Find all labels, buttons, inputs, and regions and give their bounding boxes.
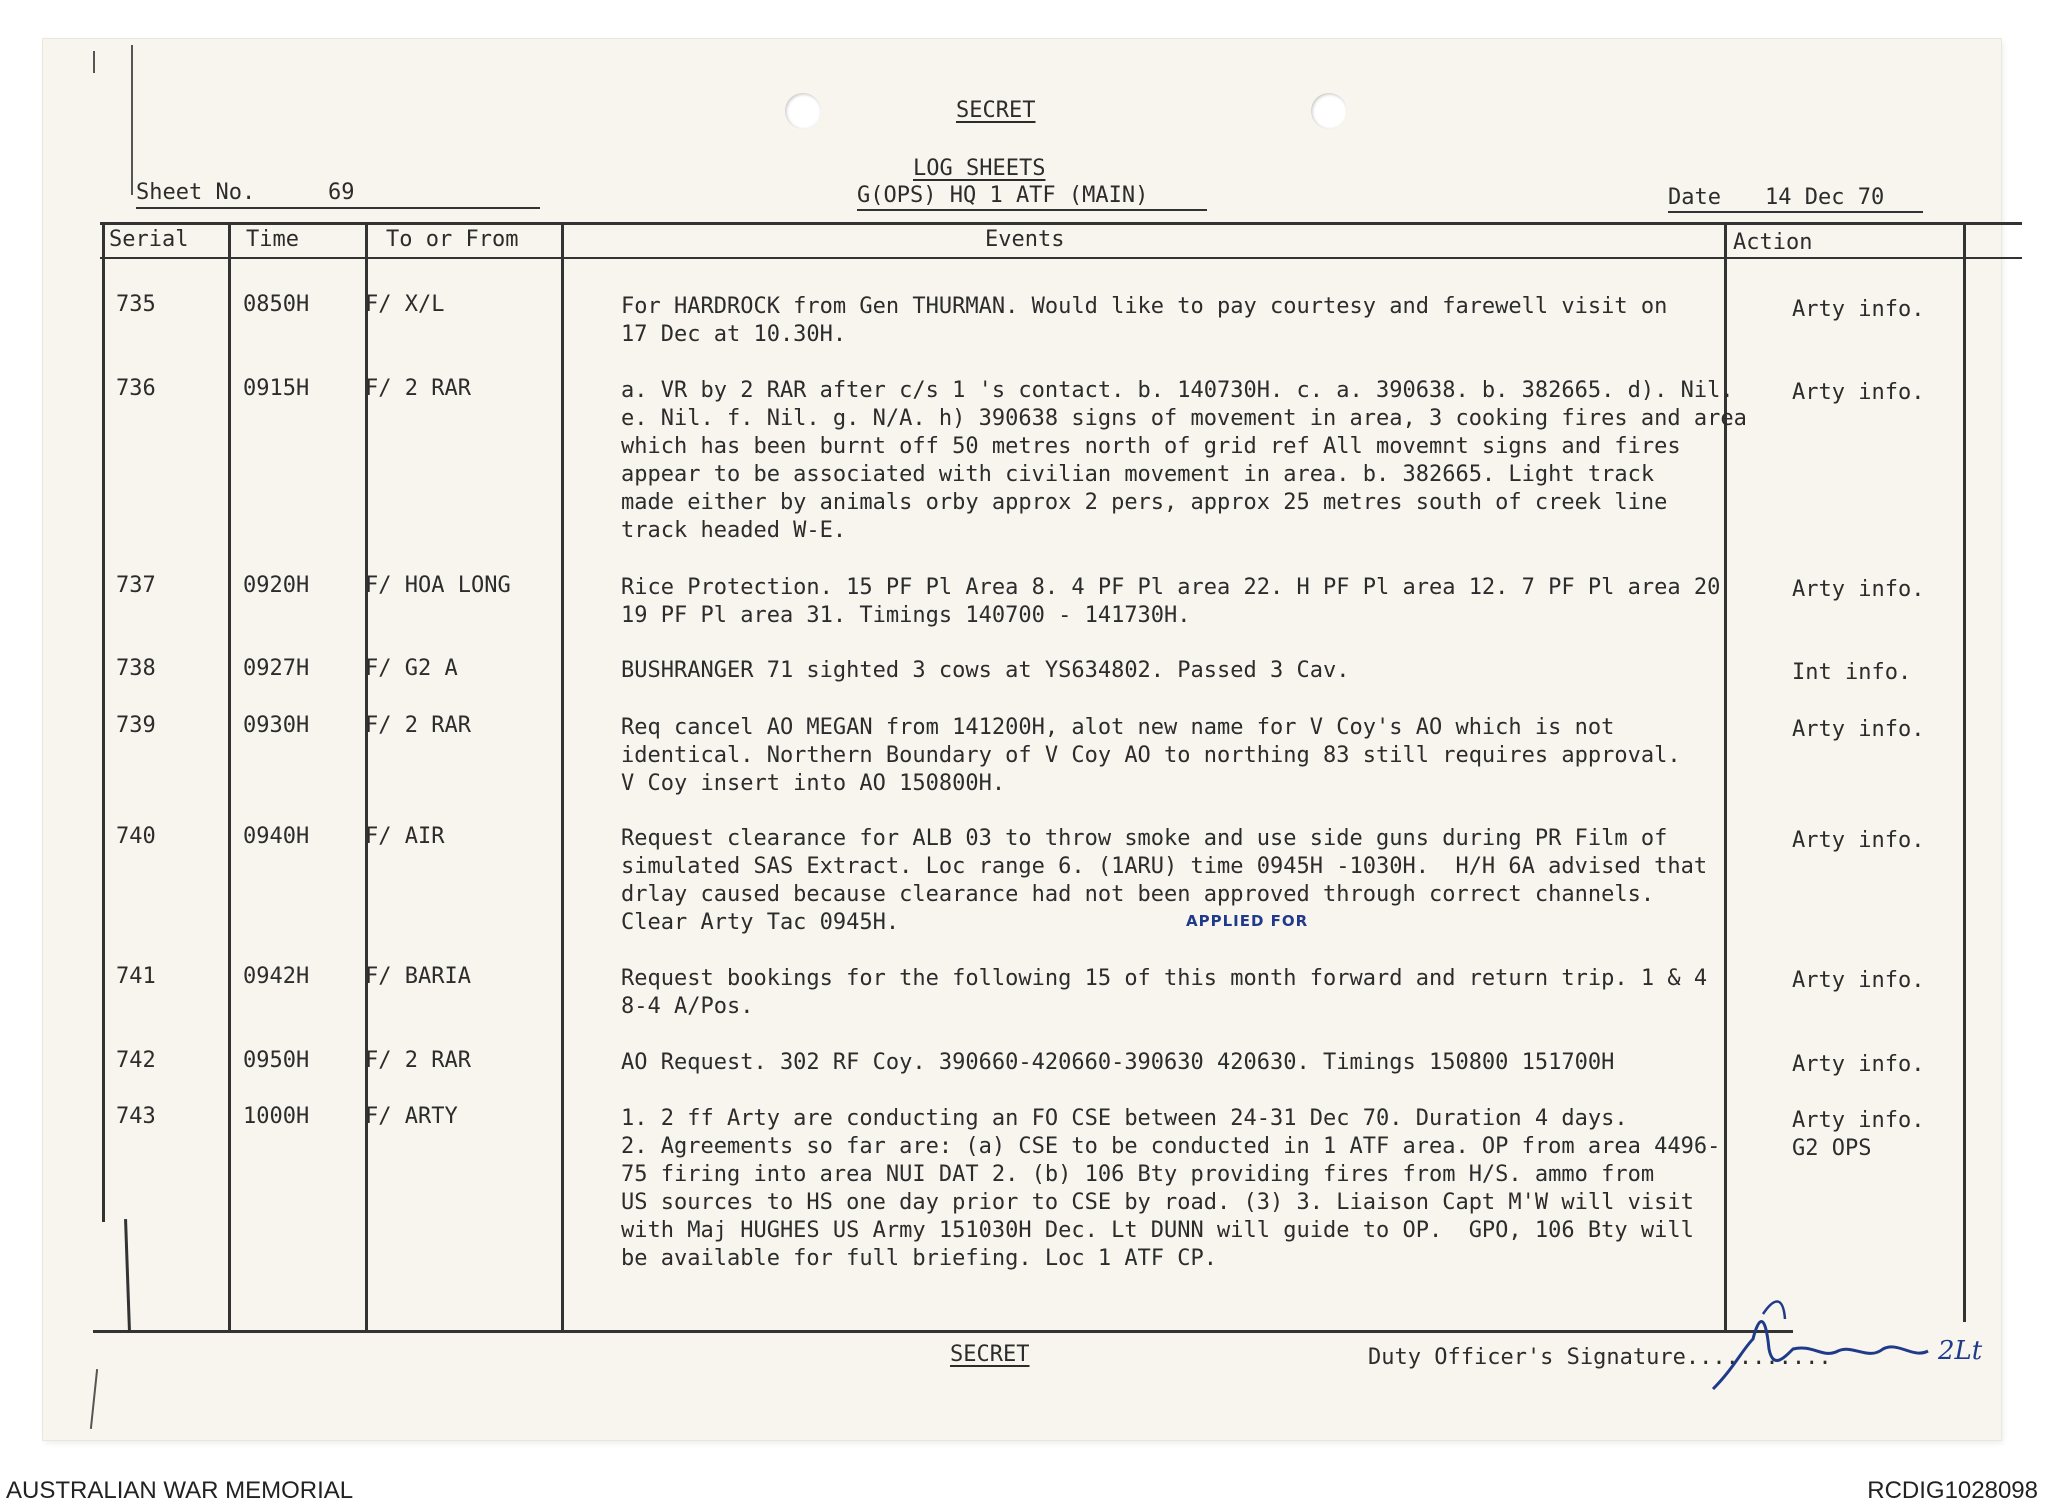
row-serial: 739 bbox=[116, 713, 156, 738]
row-events: Request clearance for ALB 03 to throw smoke and use side guns during PR Film of simulated SAS Extract. Loc range 6. (1ARU) time 0945H -1030H. H/H 6A advised that drlay caused because clearance had not been approved through correct channels. Clear Arty Tac 0945H. bbox=[621, 826, 1708, 935]
margin-mark bbox=[90, 1369, 98, 1429]
column-divider bbox=[228, 222, 231, 1332]
row-action: Arty info. bbox=[1792, 717, 1925, 742]
classification-bottom: SECRET bbox=[950, 1342, 1030, 1367]
column-header-events: Events bbox=[985, 227, 1065, 252]
row-action: Arty info. bbox=[1792, 828, 1925, 853]
signature-label: Duty Officer's Signature........... bbox=[1368, 1345, 1832, 1370]
column-header-from: To or From bbox=[386, 227, 519, 252]
column-header-serial: Serial bbox=[109, 227, 189, 252]
row-action: Arty info. bbox=[1792, 968, 1925, 993]
column-divider bbox=[124, 1219, 131, 1331]
table-bottom-border bbox=[93, 1330, 1793, 1333]
date-underline bbox=[1668, 211, 1923, 213]
row-time: 0850H bbox=[243, 292, 310, 317]
column-header-action: Action bbox=[1733, 230, 1813, 255]
column-divider bbox=[561, 222, 564, 1332]
margin-mark bbox=[93, 51, 95, 73]
signature-rank: 2Lt bbox=[1938, 1336, 1983, 1366]
row-time: 0927H bbox=[243, 656, 310, 681]
row-from: F/ 2 RAR bbox=[365, 376, 471, 401]
row-time: 0942H bbox=[243, 964, 310, 989]
row-events: a. VR by 2 RAR after c/s 1 's contact. b. 140730H. c. a. 390638. b. 382665. d). Nil. e. Nil. f. Nil. g. N/A. h) 390638 signs of movement in area, 3 cooking fires and area which has been burnt off 50 metres north of grid ref All movemnt signs and fires appear to be associated with civilian movement in area. b. 382665. Light track made either by animals orby approx 2 pers, approx 25 metres south of creek line track headed W-E. bbox=[621, 378, 1747, 543]
row-action: Int info. bbox=[1792, 660, 1912, 685]
row-events: BUSHRANGER 71 sighted 3 cows at YS634802. Passed 3 Cav. bbox=[621, 658, 1350, 683]
row-time: 0930H bbox=[243, 713, 310, 738]
row-events: For HARDROCK from Gen THURMAN. Would like to pay courtesy and farewell visit on 17 Dec at 10.30H. bbox=[621, 294, 1668, 347]
row-events: Req cancel AO MEGAN from 141200H, alot new name for V Coy's AO which is not identical. Northern Boundary of V Coy AO to northing 83 still requires approval. V Coy insert into AO 150800H. bbox=[621, 715, 1681, 796]
classification-top: SECRET bbox=[956, 98, 1036, 123]
row-from: F/ 2 RAR bbox=[365, 713, 471, 738]
sheet-underline bbox=[136, 207, 540, 209]
unit-title: G(OPS) HQ 1 ATF (MAIN) bbox=[857, 183, 1149, 208]
column-divider bbox=[1963, 222, 1966, 1322]
archive-reference: RCDIG1028098 bbox=[1867, 1477, 2038, 1504]
row-action: Arty info. bbox=[1792, 380, 1925, 405]
row-serial: 742 bbox=[116, 1048, 156, 1073]
row-serial: 740 bbox=[116, 824, 156, 849]
row-time: 0915H bbox=[243, 376, 310, 401]
row-from: F/ AIR bbox=[365, 824, 445, 849]
row-action: Arty info. bbox=[1792, 297, 1925, 322]
row-action-secondary: G2 OPS bbox=[1792, 1136, 1872, 1161]
unit-underline bbox=[857, 209, 1207, 211]
date-value: 14 Dec 70 bbox=[1765, 185, 1885, 210]
archive-credit: AUSTRALIAN WAR MEMORIAL bbox=[6, 1477, 354, 1504]
sheet-number: 69 bbox=[328, 180, 355, 205]
sheet-label: Sheet No. bbox=[136, 180, 256, 205]
table-top-border bbox=[100, 222, 2022, 225]
row-serial: 735 bbox=[116, 292, 156, 317]
handwritten-annotation: APPLIED FOR bbox=[1186, 912, 1309, 930]
row-action: Arty info. bbox=[1792, 577, 1925, 602]
row-time: 0950H bbox=[243, 1048, 310, 1073]
row-time: 0940H bbox=[243, 824, 310, 849]
row-action: Arty info. bbox=[1792, 1052, 1925, 1077]
row-serial: 741 bbox=[116, 964, 156, 989]
column-divider bbox=[102, 222, 105, 1222]
row-time: 0920H bbox=[243, 573, 310, 598]
row-events: Rice Protection. 15 PF Pl Area 8. 4 PF Pl area 22. H PF Pl area 12. 7 PF Pl area 20 19 PF Pl area 31. Timings 140700 - 141730H. bbox=[621, 575, 1721, 628]
margin-mark bbox=[131, 45, 133, 195]
row-serial: 743 bbox=[116, 1104, 156, 1129]
sheet-title: LOG SHEETS bbox=[913, 156, 1046, 181]
row-events: Request bookings for the following 15 of this month forward and return trip. 1 & 4 8-4 A/Pos. bbox=[621, 966, 1708, 1019]
column-header-time: Time bbox=[246, 227, 299, 252]
row-time: 1000H bbox=[243, 1104, 310, 1129]
row-from: F/ ARTY bbox=[365, 1104, 458, 1129]
row-events: 1. 2 ff Arty are conducting an FO CSE between 24-31 Dec 70. Duration 4 days. 2. Agreements so far are: (a) CSE to be conducted in 1 ATF area. OP from area 4496- 75 firing into area NUI DAT 2. (b) 106 Bty providing fires from H/S. ammo from US sources to HS one day prior to CSE by road. (3) 3. Liaison Capt M'W will visit with Maj HUGHES US Army 151030H Dec. Lt DUNN will guide to OP. GPO, 106 Bty will be available for full briefing. Loc 1 ATF CP. bbox=[621, 1106, 1721, 1271]
row-from: F/ 2 RAR bbox=[365, 1048, 471, 1073]
row-serial: 737 bbox=[116, 573, 156, 598]
row-from: F/ BARIA bbox=[365, 964, 471, 989]
table-header-border bbox=[100, 257, 2022, 259]
date-label: Date bbox=[1668, 185, 1721, 210]
row-serial: 736 bbox=[116, 376, 156, 401]
row-from: F/ G2 A bbox=[365, 656, 458, 681]
row-action: Arty info. bbox=[1792, 1108, 1925, 1133]
row-serial: 738 bbox=[116, 656, 156, 681]
log-sheet-paper bbox=[43, 39, 2001, 1440]
punch-hole-left bbox=[785, 93, 821, 129]
row-from: F/ HOA LONG bbox=[365, 573, 511, 598]
punch-hole-right bbox=[1311, 93, 1347, 129]
row-from: F/ X/L bbox=[365, 292, 445, 317]
row-events: AO Request. 302 RF Coy. 390660-420660-390630 420630. Timings 150800 151700H bbox=[621, 1050, 1615, 1075]
